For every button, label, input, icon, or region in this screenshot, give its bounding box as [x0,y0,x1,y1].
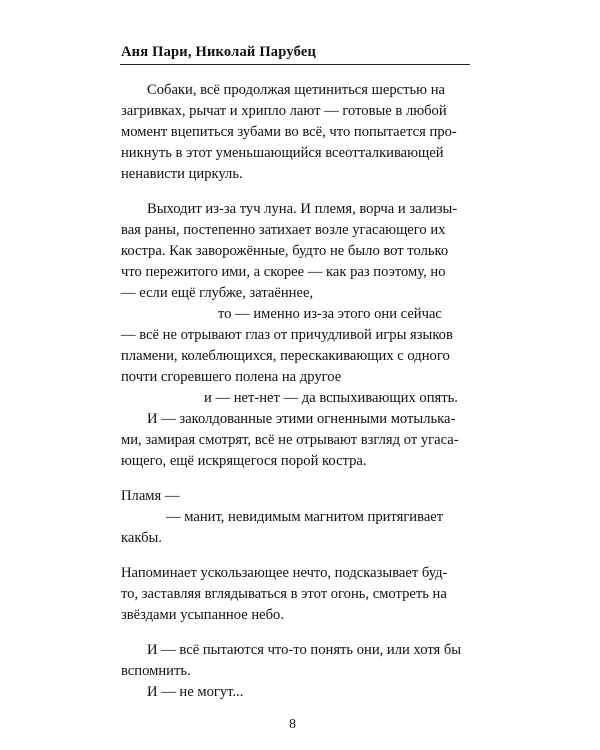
text-line: почти сгоревшего полена на другое [121,369,342,385]
text-line: И — не могут... [147,684,244,700]
text-line: — манит, невидимым магнитом притягивает [166,509,444,525]
text-line: Выходит из-за туч луна. И племя, ворча и зализы- [147,201,458,217]
header-rule [120,64,470,65]
text-line: И — всё пытаются что-то понять они, или хотя бы [147,642,462,658]
text-line: момент вцепиться зубами во всё, что попытается про- [121,124,457,140]
text-line: Собаки, всё продолжая щетиниться шерстью на [147,82,446,98]
text-line: что пережитого ими, а скорее — как раз поэтому, но [121,264,446,280]
text-line: никнуть в этот уменьшающийся всеотталкивающей [121,145,444,161]
text-line: вая раны, постепенно затихает возле угасающего их [121,222,446,238]
text-line: пламени, колеблющихся, перескакивающих с одного [121,348,450,364]
text-line: И — заколдованные этими огненными мотылька- [147,411,456,427]
text-line: Пламя — [121,488,180,504]
text-line: — если ещё глубже, затаённее, [121,285,314,301]
text-line: то, заставляя вглядываться в этот огонь, смотреть на [121,586,447,602]
text-line: то — именно из-за этого они сейчас [218,306,442,322]
text-line: Напоминает ускользающее нечто, подсказывает буд- [121,565,448,581]
text-line: загривках, рычат и хрипло лают — готовые в любой [121,103,447,119]
text-line: какбы. [121,530,162,546]
running-header: Аня Пари, Николай Парубец [121,44,317,60]
text-line: и — нет-нет — да вспыхивающих опять. [204,390,458,406]
text-line: ми, замирая смотрят, всё не отрывают взгляд от угаса- [121,432,459,448]
text-line: костра. Как заворожённые, будто не было вот только [121,243,449,259]
page-number: 8 [289,717,296,732]
text-line: ющего, ещё искрящегося порой костра. [121,453,367,469]
text-line: ненависти циркуль. [121,166,243,182]
text-line: — всё не отрывают глаз от причудливой игры языков [121,327,453,343]
text-line: звёздами усыпанное небо. [121,607,284,623]
text-line: вспомнить. [121,663,191,679]
